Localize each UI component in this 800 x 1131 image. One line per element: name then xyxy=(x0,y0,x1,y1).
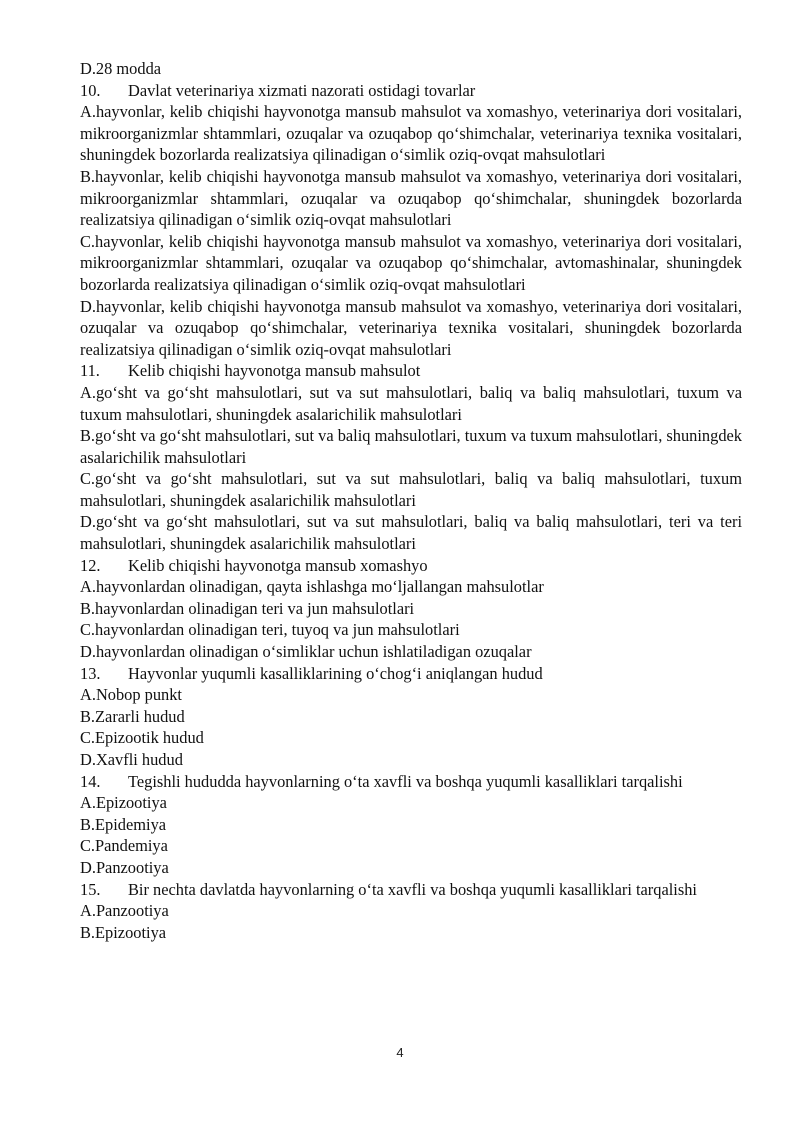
answer-option xyxy=(80,835,742,857)
question-heading xyxy=(80,663,742,685)
option-text: Pandemiya xyxy=(95,836,168,856)
option-letter: C. xyxy=(80,469,96,489)
option-letter: D. xyxy=(80,750,96,769)
option-text: Epizootiya xyxy=(95,922,167,942)
option-letter: D. xyxy=(80,642,96,662)
question-number: 14. xyxy=(80,771,101,791)
question-text: Bir nechta davlatda hayvonlarning o‘ta xavfli va boshqa yuqumli kasalliklari tarqalishi xyxy=(128,879,697,899)
option-letter: C. xyxy=(80,836,96,856)
option-letter: C. xyxy=(80,620,96,640)
option-letter: B. xyxy=(80,706,96,726)
option-letter: A. xyxy=(80,685,96,705)
option-text: Epizootik hudud xyxy=(95,728,204,748)
question-text: Kelib chiqishi hayvonotga mansub mahsulot xyxy=(128,361,421,381)
option-text: go‘sht va go‘sht mahsulotlari, sut va sut mahsulotlari, baliq va baliq mahsulotlari, tuxum va tuxum mahsulotlari, shuningdek asalarichilik mahsulotlari xyxy=(80,382,742,424)
answer-option xyxy=(80,468,742,511)
answer-option xyxy=(80,101,742,166)
question-number: 13. xyxy=(80,663,101,683)
question-number: 12. xyxy=(80,555,101,575)
question-block xyxy=(80,879,742,944)
answer-option xyxy=(80,706,742,728)
answer-option xyxy=(80,576,742,598)
question-text: Tegishli hududda hayvonlarning o‘ta xavfli va boshqa yuqumli kasalliklari tarqalishi xyxy=(128,771,683,791)
option-text: Panzootiya xyxy=(95,857,169,877)
question-heading xyxy=(80,771,742,793)
document-page xyxy=(80,58,742,943)
option-text: hayvonlardan olinadigan teri, tuyoq va jun mahsulotlari xyxy=(95,620,460,640)
option-text: Panzootiya xyxy=(95,901,169,921)
previous-option-d: D.28 modda xyxy=(80,59,162,78)
option-text: Zararli hudud xyxy=(95,706,185,726)
question-text: Hayvonlar yuqumli kasalliklarining o‘chog‘i aniqlangan hudud xyxy=(128,663,543,683)
answer-option xyxy=(80,231,742,296)
option-letter: B. xyxy=(80,598,96,618)
question-block xyxy=(80,80,742,361)
question-number: 15. xyxy=(80,879,101,899)
option-letter: B. xyxy=(80,922,96,942)
question-block xyxy=(80,555,742,663)
option-letter: A. xyxy=(80,793,96,813)
answer-option xyxy=(80,511,742,554)
question-number: 11. xyxy=(80,361,100,381)
option-letter: D. xyxy=(80,857,96,877)
answer-option xyxy=(80,598,742,620)
option-text: go‘sht va go‘sht mahsulotlari, sut va baliq mahsulotlari, tuxum va tuxum mahsulotlari, shuningdek asalarichilik mahsulotlari xyxy=(80,426,742,467)
option-text: Xavfli hudud xyxy=(95,750,183,769)
option-text: hayvonlardan olinadigan, qayta ishlashga mo‘ljallangan mahsulotlar xyxy=(95,577,544,597)
answer-option xyxy=(80,684,742,706)
answer-option xyxy=(80,922,742,944)
option-letter: B. xyxy=(80,814,96,834)
answer-option xyxy=(80,814,742,836)
question-block xyxy=(80,771,742,879)
answer-option xyxy=(80,619,742,641)
answer-option xyxy=(80,857,742,879)
option-text: hayvonlardan olinadigan teri va jun mahsulotlari xyxy=(95,598,415,618)
option-text: Epizootiya xyxy=(95,793,167,813)
answer-option xyxy=(80,749,742,771)
option-letter: D. xyxy=(80,296,96,316)
option-text: Epidemiya xyxy=(95,814,167,834)
option-text: Nobop punkt xyxy=(95,685,182,705)
question-block xyxy=(80,663,742,771)
option-text: hayvonlar, kelib chiqishi hayvonotga mansub mahsulot va xomashyo, veterinariya dori vositalari, ozuqalar va ozuqabop qo‘shimchalar, veterinariya texnika vositalari, shuningdek bozorlarda realizatsiya qilinadigan o‘simlik oziq-ovqat mahsulotlari xyxy=(80,296,742,359)
answer-option xyxy=(80,296,742,361)
option-letter: B. xyxy=(80,166,96,186)
answer-option xyxy=(80,641,742,663)
option-text: hayvonlardan olinadigan o‘simliklar uchun ishlatiladigan ozuqalar xyxy=(95,642,532,662)
option-letter: A. xyxy=(80,577,96,597)
answer-option xyxy=(80,792,742,814)
answer-option xyxy=(80,166,742,231)
question-list xyxy=(80,80,742,944)
option-letter: A. xyxy=(80,102,96,122)
page-number: 4 xyxy=(396,1045,404,1060)
option-letter: A. xyxy=(80,382,96,402)
option-text: hayvonlar, kelib chiqishi hayvonotga mansub mahsulot va xomashyo, veterinariya dori vositalari, mikroorganizmlar shtammlari, ozuqalar va ozuqabop qo‘shimchalar, shuningdek bozorlarda realizatsiya qilinadigan o‘simlik oziq-ovqat mahsulotlari xyxy=(80,166,742,230)
question-number: 10. xyxy=(80,80,101,100)
option-text: go‘sht va go‘sht mahsulotlari, sut va sut mahsulotlari, baliq va baliq mahsulotlari, tuxum mahsulotlari, shuningdek asalarichilik mahsulotlari xyxy=(80,469,742,510)
answer-option xyxy=(80,900,742,922)
question-heading xyxy=(80,360,742,382)
option-text: hayvonlar, kelib chiqishi hayvonotga mansub mahsulot va xomashyo, veterinariya dori vositalari, mikroorganizmlar shtammlari, ozuqalar va ozuqabop qo‘shimchalar, veterinariya texnika vositalari, shuningdek bozorlarda realizatsiya qilinadigan o‘simlik oziq-ovqat mahsulotlari xyxy=(80,102,742,165)
option-letter: B. xyxy=(80,426,96,446)
option-text: go‘sht va go‘sht mahsulotlari, sut va sut mahsulotlari, baliq va baliq mahsulotlari, teri va teri mahsulotlari, shuningdek asalarichilik mahsulotlari xyxy=(80,512,742,554)
question-heading xyxy=(80,555,742,577)
question-heading xyxy=(80,879,742,901)
question-text: Davlat veterinariya xizmati nazorati ostidagi tovarlar xyxy=(128,80,476,100)
option-text: hayvonlar, kelib chiqishi hayvonotga mansub mahsulot va xomashyo, veterinariya dori vositalari, mikroorganizmlar shtammlari, ozuqalar va ozuqabop qo‘shimchalar, avtomashinalar, shuningdek bozorlarda realizatsiya qilinadigan o‘simlik oziq-ovqat mahsulotlari xyxy=(80,231,742,294)
option-letter: A. xyxy=(80,901,96,921)
option-letter: C. xyxy=(80,231,96,251)
option-letter: C. xyxy=(80,728,96,748)
option-letter: D. xyxy=(80,512,96,532)
answer-option xyxy=(80,382,742,425)
question-heading xyxy=(80,80,742,102)
answer-option xyxy=(80,727,742,749)
question-text: Kelib chiqishi hayvonotga mansub xomashyo xyxy=(128,555,428,575)
question-block xyxy=(80,360,742,554)
answer-option xyxy=(80,425,742,468)
